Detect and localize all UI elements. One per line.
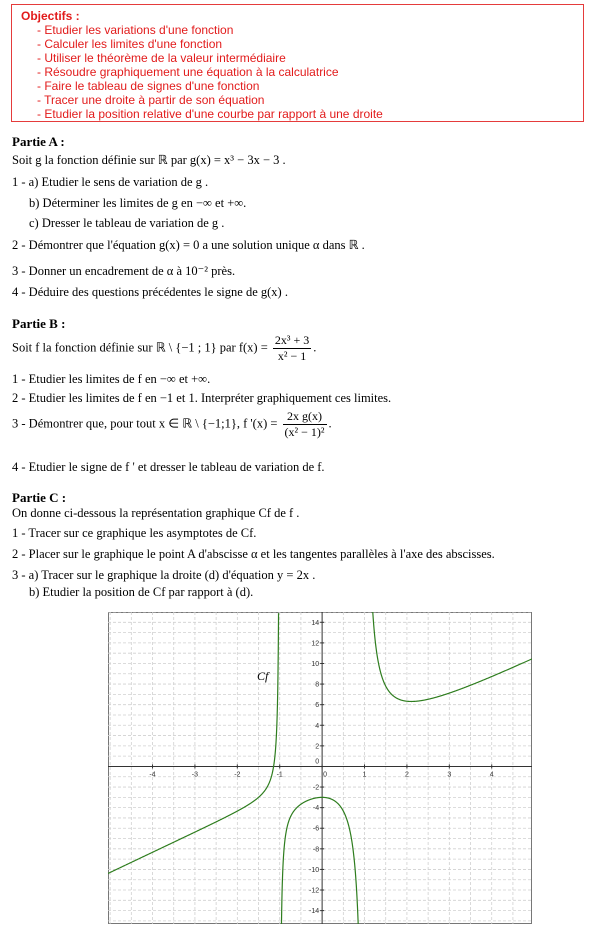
question-a-3: 3 - Donner un encadrement de α à 10⁻² près. <box>12 264 236 278</box>
objective-item: - Etudier la position relative d'une courbe par rapport à une droite <box>37 107 383 121</box>
f-numerator: 2x³ + 3 <box>274 333 310 347</box>
x-tick-label: 3 <box>447 771 452 779</box>
x-tick-label: -3 <box>191 771 199 779</box>
function-graph <box>108 612 532 924</box>
question-c-1: 1 - Tracer sur ce graphique les asymptotes de Cf. <box>12 526 257 540</box>
fprime-fraction <box>283 409 327 440</box>
y-tick-label: -2 <box>312 784 320 792</box>
y-tick-label: 8 <box>315 681 320 689</box>
y-tick-label: -8 <box>312 846 320 854</box>
fprime-numerator: 2x g(x) <box>283 409 327 425</box>
question-c-3a: 3 - a) Tracer sur le graphique la droite (d) d'équation y = 2x . <box>12 568 316 582</box>
partie-b-intro <box>12 333 316 364</box>
objective-item: - Utiliser le théorème de la valeur intermédiaire <box>37 51 286 65</box>
y-tick-label: -12 <box>308 887 320 895</box>
partie-a-intro: Soit g la fonction définie sur ℝ par g(x) = x³ − 3x − 3 . <box>12 153 286 167</box>
objectives-title: Objectifs : <box>21 9 80 23</box>
question-a-1a: 1 - a) Etudier le sens de variation de g . <box>12 175 209 189</box>
f-denominator: x² − 1 <box>277 349 307 363</box>
objective-item: - Tracer une droite à partir de son équation <box>37 93 265 107</box>
y-tick-label: 2 <box>315 743 320 751</box>
y-tick-label: -4 <box>312 805 320 813</box>
question-b-4: 4 - Etudier le signe de f ' et dresser le tableau de variation de f. <box>12 460 325 474</box>
question-b-3 <box>12 409 332 440</box>
f-fraction <box>273 333 311 364</box>
objective-item: - Calculer les limites d'une fonction <box>37 37 223 51</box>
fprime-denominator: (x² − 1)² <box>284 425 325 439</box>
objectives-box <box>11 4 584 122</box>
question-a-2: 2 - Démontrer que l'équation g(x) = 0 a une solution unique α dans ℝ . <box>12 238 365 252</box>
x-tick-label: -1 <box>276 771 283 779</box>
partie-b-intro-text: Soit f la fonction définie sur ℝ \ {−1 ; 1} par f(x) = <box>12 340 268 355</box>
partie-a-title: Partie A : <box>12 134 65 149</box>
question-b-1: 1 - Etudier les limites de f en −∞ et +∞. <box>12 372 211 386</box>
objective-item: - Etudier les variations d'une fonction <box>37 23 234 37</box>
objective-item: - Résoudre graphiquement une équation à la calculatrice <box>37 65 339 79</box>
curve-label: Cf <box>257 669 269 683</box>
x-tick-label: 4 <box>489 771 494 779</box>
objective-item: - Faire le tableau de signes d'une fonction <box>37 79 260 93</box>
y-tick-label: 14 <box>311 619 320 627</box>
y-tick-label: 0 <box>315 758 320 766</box>
question-a-1b: b) Déterminer les limites de g en −∞ et +∞. <box>29 196 247 210</box>
question-c-2: 2 - Placer sur le graphique le point A d'abscisse α et les tangentes parallèles à l'axe des abscisses. <box>12 547 495 561</box>
partie-c-title: Partie C : <box>12 490 67 505</box>
y-tick-label: -6 <box>312 825 320 833</box>
x-tick-label: 2 <box>404 771 409 779</box>
x-tick-label: 1 <box>362 771 367 779</box>
question-c-3b: b) Etudier la position de Cf par rapport à (d). <box>29 585 254 599</box>
x-tick-label: -4 <box>149 771 156 779</box>
x-tick-label: 0 <box>323 771 328 779</box>
question-b-2: 2 - Etudier les limites de f en −1 et 1. Interpréter graphiquement ces limites. <box>12 391 392 405</box>
y-tick-label: 4 <box>315 722 320 730</box>
question-a-1c: c) Dresser le tableau de variation de g . <box>29 216 225 230</box>
y-tick-label: -14 <box>308 908 320 916</box>
y-tick-label: 10 <box>311 660 320 668</box>
graph-frame <box>109 613 532 924</box>
question-b-3-end: . <box>328 416 332 431</box>
y-tick-label: 12 <box>311 640 320 648</box>
partie-b-intro-end: . <box>313 340 317 355</box>
y-tick-label: -10 <box>308 866 320 874</box>
x-tick-label: -2 <box>234 771 241 779</box>
question-b-3-text: 3 - Démontrer que, pour tout x ∈ ℝ \ {−1;1}, f '(x) = <box>12 416 278 431</box>
partie-c-intro: On donne ci-dessous la représentation graphique Cf de f . <box>12 506 300 520</box>
question-a-4: 4 - Déduire des questions précédentes le signe de g(x) . <box>12 285 288 299</box>
y-tick-label: 6 <box>315 702 320 710</box>
partie-b-title: Partie B : <box>12 316 66 331</box>
